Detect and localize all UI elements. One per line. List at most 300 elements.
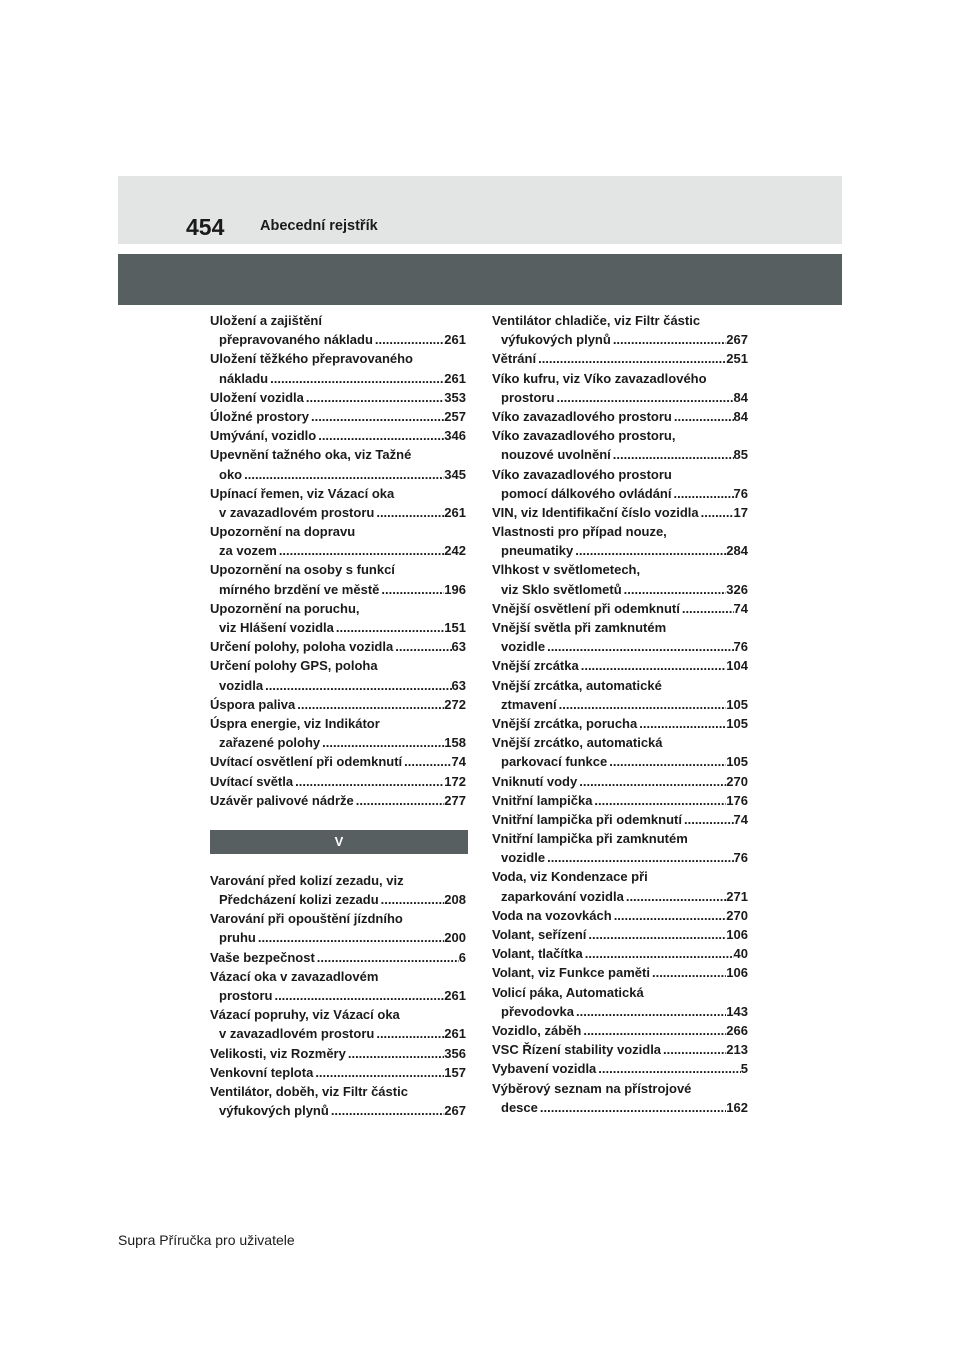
entry-term: Volant, seřízení <box>492 927 587 942</box>
index-entry <box>492 676 748 714</box>
index-entry <box>492 906 748 925</box>
entry-last-line <box>492 848 748 867</box>
entry-line: Ventilátor chladiče, viz Filtr částic <box>492 313 701 328</box>
entry-last-line <box>492 388 748 407</box>
entry-last-line <box>210 1063 466 1082</box>
entry-term: zaparkování vozidla <box>501 888 624 904</box>
index-entry <box>492 560 748 598</box>
entry-page-number: 261 <box>444 370 466 386</box>
entry-line: Vnější zrcátka, automatické <box>492 677 662 693</box>
entry-term: Umývání, vozidlo <box>210 428 317 444</box>
entry-last-line <box>492 330 748 349</box>
entry-line: Víko zavazadlového prostoru, <box>492 428 676 444</box>
entry-page-number: 74 <box>733 600 748 616</box>
entry-page-number: 270 <box>726 907 748 923</box>
entry-page-number: 257 <box>444 408 466 424</box>
entry-line: Víko zavazadlového prostoru <box>492 466 672 482</box>
entry-last-line <box>210 330 466 349</box>
dot-leader <box>624 887 726 906</box>
entry-line: Upozornění na poruchu, <box>210 600 360 616</box>
entry-last-line <box>492 963 748 982</box>
letter-divider-v: V <box>210 830 468 854</box>
dot-leader <box>622 580 727 599</box>
dot-leader <box>650 963 726 982</box>
entry-term: Vnější zrcátka, porucha <box>492 715 638 731</box>
dot-leader <box>346 1044 444 1063</box>
index-entry <box>492 1059 748 1078</box>
entry-term: Vozidlo, záběh <box>492 1022 582 1038</box>
index-entry <box>210 445 466 483</box>
entry-page-number: 105 <box>726 715 748 731</box>
index-entry <box>210 1063 466 1082</box>
entry-page-number: 242 <box>444 543 466 559</box>
dot-leader <box>402 752 451 771</box>
entry-last-line <box>210 1101 466 1120</box>
dot-leader <box>334 618 444 637</box>
entry-last-line <box>492 906 748 925</box>
entry-page-number: 106 <box>726 965 748 981</box>
entry-page-number: 208 <box>444 892 466 908</box>
entry-term: vozidle <box>501 639 546 655</box>
entry-line: Vázací oka v zavazadlovém <box>210 968 379 984</box>
dot-leader <box>596 1059 740 1078</box>
entry-term: Uzávěr palivové nádrže <box>210 792 354 808</box>
index-entry <box>492 983 748 1021</box>
section-banner <box>118 254 842 305</box>
entry-page-number: 162 <box>726 1099 748 1115</box>
entry-term: Vnitřní lampička <box>492 792 593 808</box>
dot-leader <box>671 484 733 503</box>
dot-leader <box>316 426 444 445</box>
entry-page-number: 261 <box>444 504 466 520</box>
entry-page-number: 326 <box>726 581 748 597</box>
entry-term: v zavazadlovém prostoru <box>219 1026 375 1042</box>
entry-page-number: 76 <box>733 639 748 655</box>
dot-leader <box>554 388 733 407</box>
entry-page-number: 74 <box>451 754 466 770</box>
entry-term: vozidle <box>501 850 546 866</box>
index-entry <box>492 618 748 656</box>
index-entry <box>492 426 748 464</box>
entry-page-number: 63 <box>451 639 466 655</box>
entry-last-line <box>210 1044 466 1063</box>
entry-term: nouzové uvolnění <box>501 447 611 463</box>
entry-page-number: 157 <box>444 1064 466 1080</box>
entry-page-number: 251 <box>726 351 748 367</box>
entry-line: Ventilátor, doběh, viz Filtr částic <box>210 1083 408 1099</box>
index-entry <box>492 925 748 944</box>
entry-last-line <box>492 503 748 522</box>
index-entry <box>492 867 748 905</box>
entry-last-line <box>210 503 466 522</box>
entry-page-number: 76 <box>733 850 748 866</box>
entry-page-number: 345 <box>444 466 466 482</box>
entry-last-line <box>492 810 748 829</box>
entry-term: Úložné prostory <box>210 408 309 424</box>
entry-page-number: 213 <box>726 1042 748 1058</box>
dot-leader <box>545 637 733 656</box>
entry-page-number: 85 <box>733 447 748 463</box>
entry-last-line <box>210 752 466 771</box>
entry-last-line <box>492 580 748 599</box>
index-entry <box>492 1021 748 1040</box>
entry-last-line <box>492 714 748 733</box>
index-entry <box>210 560 466 598</box>
entry-term: Víko zavazadlového prostoru <box>492 408 672 424</box>
index-entry <box>492 733 748 771</box>
header-band <box>118 176 842 244</box>
entry-term: desce <box>501 1099 538 1115</box>
entry-term: Volant, viz Funkce paměti <box>492 965 650 981</box>
entry-last-line <box>210 369 466 388</box>
entry-term: Velikosti, viz Rozměry <box>210 1045 346 1061</box>
index-entry <box>210 714 466 752</box>
index-entry <box>492 522 748 560</box>
entry-last-line <box>492 484 748 503</box>
dot-leader <box>574 1002 726 1021</box>
dot-leader <box>313 1063 444 1082</box>
entry-last-line <box>492 925 748 944</box>
index-entry <box>210 909 466 947</box>
dot-leader <box>581 1021 726 1040</box>
entry-term: Vniknutí vody <box>492 773 578 789</box>
entry-page-number: 151 <box>444 620 466 635</box>
index-entry <box>492 349 748 368</box>
index-entry <box>210 349 466 387</box>
entry-term: Vybavení vozidla <box>492 1061 597 1077</box>
index-entry <box>492 465 748 503</box>
dot-leader <box>586 925 726 944</box>
entry-last-line <box>492 541 748 560</box>
entries-right <box>492 311 748 1117</box>
index-entry <box>492 829 748 867</box>
entry-page-number: 105 <box>726 754 748 770</box>
entry-page-number: 172 <box>444 773 466 789</box>
index-entry <box>492 963 748 982</box>
entry-last-line <box>492 656 748 675</box>
entry-last-line <box>210 676 466 695</box>
entry-term: parkovací funkce <box>501 754 608 770</box>
entry-term: Venkovní teplota <box>210 1064 314 1080</box>
dot-leader <box>583 944 734 963</box>
entry-page-number: 267 <box>726 332 748 348</box>
index-entry <box>210 484 466 522</box>
dot-leader <box>611 445 734 464</box>
entry-page-number: 356 <box>444 1045 466 1061</box>
entry-term: Volant, tlačítka <box>492 946 583 962</box>
index-entry <box>210 948 466 967</box>
entry-page-number: 284 <box>726 543 748 559</box>
entry-term: Voda na vozovkách <box>492 907 612 923</box>
entry-term: výfukových plynů <box>501 332 611 348</box>
entry-line: Upínací řemen, viz Vázací oka <box>210 485 395 501</box>
entry-term: Uvítací světla <box>210 773 294 789</box>
entry-last-line <box>210 890 466 909</box>
index-entry <box>492 944 748 963</box>
entry-term: Uložení vozidla <box>210 389 304 405</box>
entry-term: viz Hlášení vozidla <box>219 620 334 635</box>
entry-last-line <box>210 407 466 426</box>
entry-last-line <box>492 349 748 368</box>
index-entry <box>492 791 748 810</box>
dot-leader <box>379 890 445 909</box>
entry-page-number: 270 <box>726 773 748 789</box>
entry-page-number: 346 <box>444 428 466 444</box>
index-entry <box>210 1044 466 1063</box>
dot-leader <box>661 1040 726 1059</box>
index-entry <box>492 772 748 791</box>
dot-leader <box>607 752 726 771</box>
entry-page-number: 76 <box>733 485 748 501</box>
entry-last-line <box>492 752 748 771</box>
entry-term: v zavazadlovém prostoru <box>219 504 375 520</box>
index-entry <box>210 967 466 1005</box>
dot-leader <box>612 906 727 925</box>
entry-page-number: 17 <box>733 504 748 520</box>
dot-leader <box>373 330 444 349</box>
entry-last-line <box>492 407 748 426</box>
index-entry <box>492 503 748 522</box>
dot-leader <box>320 733 444 752</box>
dot-leader <box>545 848 733 867</box>
entry-last-line <box>210 772 466 791</box>
entry-last-line <box>210 695 466 714</box>
entry-line: Upevnění tažného oka, viz Tažné <box>210 447 412 463</box>
index-entry <box>492 311 748 349</box>
dot-leader <box>579 656 727 675</box>
entry-page-number: 176 <box>726 792 748 808</box>
entry-line: Volicí páka, Automatická <box>492 984 644 1000</box>
index-column-right <box>492 311 748 1117</box>
index-entry <box>210 1082 466 1120</box>
entry-page-number: 106 <box>726 927 748 942</box>
entry-term: nákladu <box>219 370 269 386</box>
dot-leader <box>277 541 444 560</box>
entry-page-number: 261 <box>444 332 466 348</box>
entry-page-number: 105 <box>726 696 748 712</box>
index-entry <box>210 426 466 445</box>
dot-leader <box>557 695 727 714</box>
index-entry <box>210 599 466 637</box>
entry-term: VSC Řízení stability vozidla <box>492 1042 662 1058</box>
dot-leader <box>304 388 444 407</box>
entry-last-line <box>492 445 748 464</box>
entries-u <box>210 311 466 810</box>
entry-page-number: 5 <box>740 1061 748 1077</box>
entry-last-line <box>210 580 466 599</box>
entry-line: Upozornění na dopravu <box>210 524 356 540</box>
entry-term: výfukových plynů <box>219 1103 329 1119</box>
dot-leader <box>573 541 726 560</box>
index-entry <box>492 1040 748 1059</box>
dot-leader <box>592 791 726 810</box>
entry-last-line <box>492 944 748 963</box>
index-entry <box>492 1079 748 1117</box>
index-entry <box>492 369 748 407</box>
entry-last-line <box>210 948 466 967</box>
entry-term: ztmavení <box>501 696 557 712</box>
dot-leader <box>682 810 734 829</box>
entry-line: Vlhkost v světlometech, <box>492 562 641 578</box>
index-entry <box>492 656 748 675</box>
entry-line: Vnitřní lampička při zamknutém <box>492 831 688 847</box>
entry-page-number: 84 <box>733 389 748 405</box>
entry-page-number: 261 <box>444 988 466 1003</box>
index-entry <box>210 311 466 349</box>
entry-term: Úspora paliva <box>210 696 296 712</box>
entries-v <box>210 871 466 1120</box>
entry-last-line <box>492 637 748 656</box>
entry-line: Voda, viz Kondenzace při <box>492 869 648 885</box>
entry-line: Upozornění na osoby s funkcí <box>210 562 395 578</box>
dot-leader <box>263 676 451 695</box>
entry-term: pneumatiky <box>501 543 574 559</box>
entry-last-line <box>210 986 466 1005</box>
entry-term: Větrání <box>492 351 537 367</box>
index-entry <box>210 637 466 656</box>
page-number: 454 <box>186 214 225 240</box>
entry-page-number: 104 <box>726 658 748 674</box>
entry-page-number: 6 <box>458 949 466 965</box>
entry-term: zařazené polohy <box>219 735 321 751</box>
entry-line: Určení polohy GPS, poloha <box>210 658 378 674</box>
entry-page-number: 261 <box>444 1026 466 1042</box>
dot-leader <box>315 948 459 967</box>
index-entry <box>210 407 466 426</box>
entry-line: Vnější zrcátko, automatická <box>492 735 663 751</box>
index-entry <box>210 1005 466 1043</box>
dot-leader <box>374 503 444 522</box>
entry-page-number: 353 <box>444 389 466 405</box>
entry-line: Uložení a zajištění <box>210 313 322 328</box>
entry-term: za vozem <box>219 543 277 559</box>
dot-leader <box>309 407 444 426</box>
index-entry <box>210 522 466 560</box>
entry-last-line <box>210 465 466 484</box>
entry-last-line <box>210 618 466 637</box>
index-entry <box>210 871 466 909</box>
entry-last-line <box>210 426 466 445</box>
index-entry <box>210 752 466 771</box>
index-entry <box>492 810 748 829</box>
index-entry <box>210 772 466 791</box>
dot-leader <box>354 791 445 810</box>
entry-line: Víko kufru, viz Víko zavazadlového <box>492 370 707 386</box>
section-title: Abecední rejstřík <box>260 218 378 234</box>
entry-last-line <box>492 1002 748 1021</box>
entry-term: mírného brzdění ve městě <box>219 581 380 597</box>
entry-page-number: 266 <box>726 1022 748 1038</box>
entry-line: Úspra energie, viz Indikátor <box>210 715 380 731</box>
dot-leader <box>672 407 734 426</box>
entry-last-line <box>492 1040 748 1059</box>
dot-leader <box>680 599 734 618</box>
index-entry <box>210 656 466 694</box>
index-entry <box>492 714 748 733</box>
entry-term: Vaše bezpečnost <box>210 949 315 965</box>
entry-last-line <box>492 1098 748 1117</box>
dot-leader <box>536 349 726 368</box>
entry-term: oko <box>219 466 243 482</box>
entry-page-number: 40 <box>733 946 748 962</box>
entry-term: prostoru <box>501 389 555 405</box>
dot-leader <box>379 580 444 599</box>
entry-term: pomocí dálkového ovládání <box>501 485 672 501</box>
entry-page-number: 143 <box>726 1003 748 1019</box>
entry-line: Vnější světla při zamknutém <box>492 620 667 635</box>
entry-last-line <box>210 637 466 656</box>
entry-last-line <box>210 791 466 810</box>
index-entry <box>210 388 466 407</box>
entry-line: Výběrový seznam na přístrojové <box>492 1080 692 1096</box>
index-entry <box>492 407 748 426</box>
dot-leader <box>242 465 444 484</box>
entry-last-line <box>210 1024 466 1043</box>
entry-line: Vlastnosti pro případ nouze, <box>492 524 667 540</box>
entry-page-number: 277 <box>444 792 466 808</box>
dot-leader <box>538 1098 726 1117</box>
index-column-left <box>210 311 466 1120</box>
index-entry <box>210 791 466 810</box>
entry-page-number: 63 <box>451 677 466 693</box>
entry-last-line <box>210 733 466 752</box>
entry-term: Vnitřní lampička při odemknutí <box>492 811 682 827</box>
entry-last-line <box>492 887 748 906</box>
dot-leader <box>577 772 726 791</box>
entry-last-line <box>492 599 748 618</box>
entry-line: Uložení těžkého přepravovaného <box>210 351 413 367</box>
entry-term: viz Sklo světlometů <box>501 581 622 597</box>
entry-line: Varování před kolizí zezadu, viz <box>210 872 404 888</box>
entry-term: Určení polohy, poloha vozidla <box>210 639 394 655</box>
entry-last-line <box>492 772 748 791</box>
entry-page-number: 196 <box>444 581 466 597</box>
entry-term: prostoru <box>219 988 273 1003</box>
entry-term: Vnější zrcátka <box>492 658 579 674</box>
entry-last-line <box>492 1059 748 1078</box>
dot-leader <box>637 714 726 733</box>
entry-page-number: 267 <box>444 1103 466 1119</box>
index-entry <box>492 599 748 618</box>
dot-leader <box>268 369 444 388</box>
dot-leader <box>256 928 444 947</box>
entry-page-number: 271 <box>726 888 748 904</box>
entry-page-number: 74 <box>733 811 748 827</box>
entry-term: přepravovaného nákladu <box>219 332 373 348</box>
entry-term: pruhu <box>219 930 256 946</box>
entry-term: převodovka <box>501 1003 574 1019</box>
entry-last-line <box>210 388 466 407</box>
entry-last-line <box>492 1021 748 1040</box>
entry-page-number: 158 <box>444 735 466 751</box>
dot-leader <box>295 695 444 714</box>
dot-leader <box>611 330 726 349</box>
dot-leader <box>393 637 451 656</box>
entry-last-line <box>210 541 466 560</box>
entry-term: VIN, viz Identifikační číslo vozidla <box>492 504 699 520</box>
entry-line: Varování při opouštění jízdního <box>210 911 403 927</box>
entry-page-number: 84 <box>733 408 748 424</box>
dot-leader <box>329 1101 444 1120</box>
index-entry <box>210 695 466 714</box>
dot-leader <box>374 1024 444 1043</box>
entry-term: vozidla <box>219 677 264 693</box>
entry-line: Vázací popruhy, viz Vázací oka <box>210 1007 400 1023</box>
entry-last-line <box>492 695 748 714</box>
entry-page-number: 272 <box>444 696 466 712</box>
dot-leader <box>699 503 734 522</box>
entry-last-line <box>210 928 466 947</box>
